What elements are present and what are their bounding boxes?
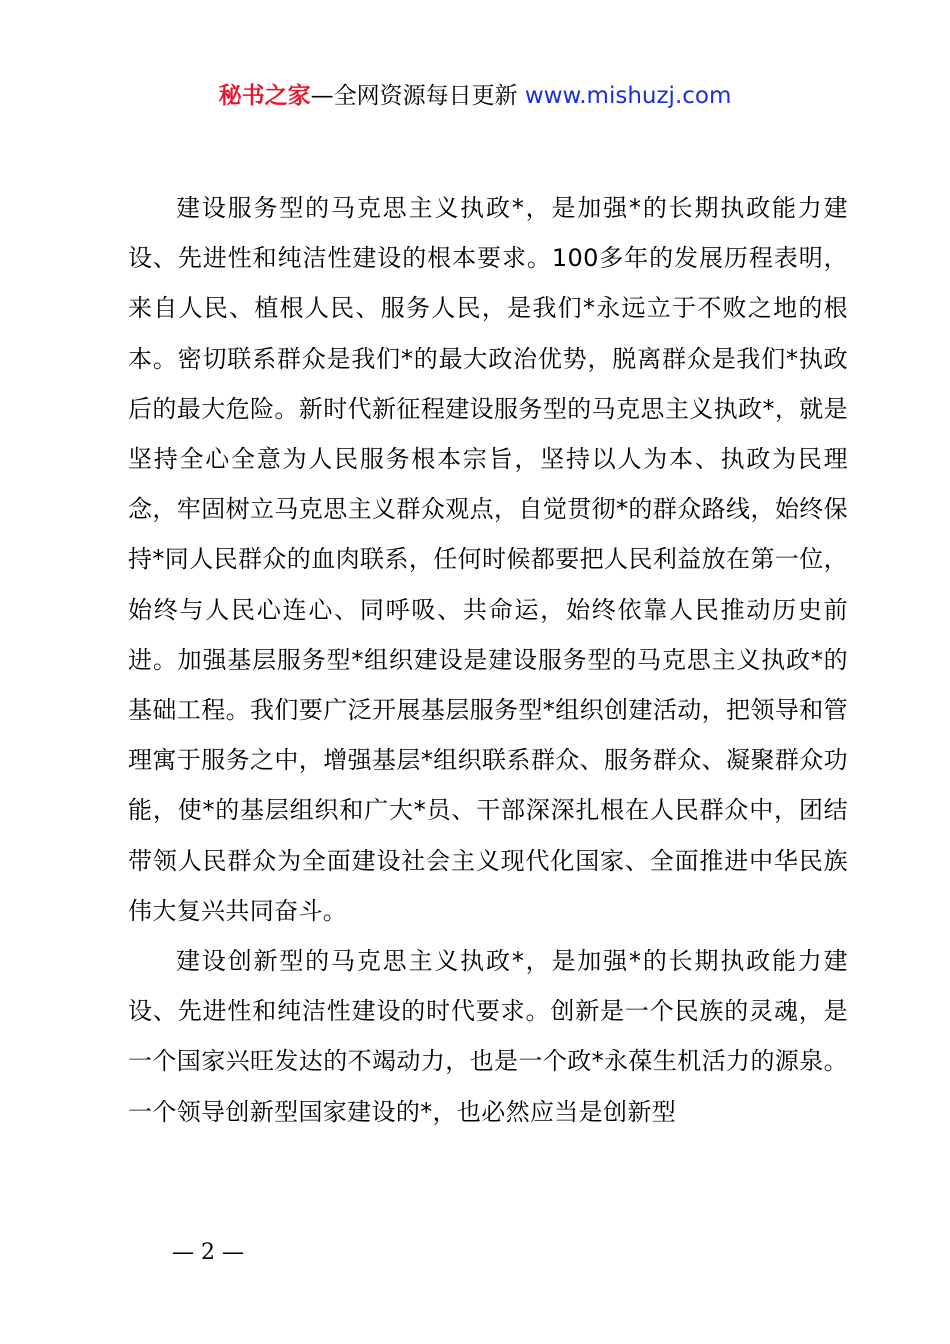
paragraph-1: 建设服务型的马克思主义执政*，是加强*的长期执政能力建设、先进性和纯洁性建设的根本要求。100多年的发展历程表明，来自人民、植根人民、服务人民，是我们*永远立于不败之地的根本。密切联系群众是我们*的最大政治优势，脱离群众是我们*执政后的最大危险。新时代新征程建设服务型的马克思主义执政*，就是坚持全心全意为人民服务根本宗旨，坚持以人为本、执政为民理念，牢固树立马克思主义群众观点，自觉贯彻*的群众路线，始终保持*同人民群众的血肉联系，任何时候都要把人民利益放在第一位，始终与人民心连心、同呼吸、共命运，始终依靠人民推动历史前进。加强基层服务型*组织建设是建设服务型的马克思主义执政*的基础工程。我们要广泛开展基层服务型*组织创建活动，把领导和管理寓于服务之中，增强基层*组织联系群众、服务群众、凝聚群众功能，使*的基层组织和广大*员、干部深深扎根在人民群众中，团结带领人民群众为全面建设社会主义现代化国家、全面推进中华民族伟大复兴共同奋斗。	[128, 194, 848, 925]
header-slogan: —全网资源每日更新	[310, 83, 518, 109]
header-url[interactable]: www.mishuzj.com	[524, 83, 732, 109]
page-number: — 2 —	[172, 1240, 244, 1265]
document-body	[128, 183, 848, 1137]
brand-name: 秘书之家	[218, 83, 311, 109]
paragraph-2: 建设创新型的马克思主义执政*，是加强*的长期执政能力建设、先进性和纯洁性建设的时代要求。创新是一个民族的灵魂，是一个国家兴旺发达的不竭动力，也是一个政*永葆生机活力的源泉。一个领导创新型国家建设的*，也必然应当是创新型	[128, 947, 848, 1126]
page-header	[0, 80, 950, 112]
